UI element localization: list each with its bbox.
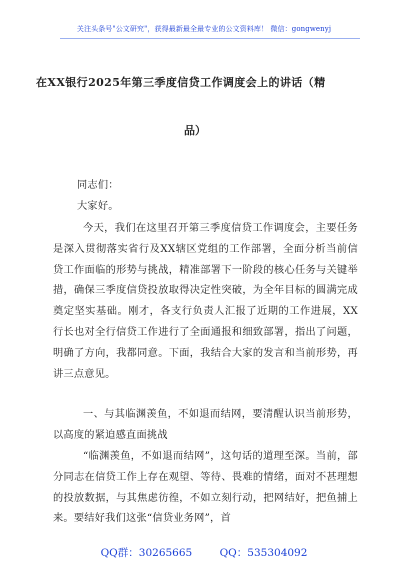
header-banner: 关注头条号"公文研究"，获得最新最全最专业的公文资料库！ 微信：gongwenyj xyxy=(76,25,332,33)
greeting: 同志们： xyxy=(77,180,119,191)
header-divider xyxy=(60,38,360,39)
hello-line: 大家好。 xyxy=(77,201,119,212)
footer-qq-group: QQ群：30265665 xyxy=(100,547,193,559)
paragraph-intro: 今天，我们在这里召开第三季度信贷工作调度会，主要任务是深入贯彻落实省行及XX辖区党组的工作部署，全面分析当前信贷工作面临的形势与挑战，精准部署下一阶段的核心任务与关键举措，确保三季度信贷投放取得决定性突破，为全年目标的圆满完成奠定坚实基础。刚才，各支行负责人汇报了近期的工作进展，XX行长也对全行信贷工作进行了全面通报和细致部署，指出了问题，明确了方向，我都同意。下面，我结合大家的发言和当前形势，再讲三点意见。 xyxy=(53,223,358,380)
section-heading-1: 一、与其临渊羡鱼，不如退而结网，要清醒认识当前形势，以高度的紧迫感直面挑战 xyxy=(53,409,358,441)
footer-qq: QQ：535304092 xyxy=(219,547,308,559)
paragraph-section-1: “临渊羡鱼，不如退而结网”，这句话的道理至深。当前，部分同志在信贷工作上存在观望、等待、畏难的情绪，面对不甚理想的投放数据，与其焦虑彷徨，不如立刻行动，把网结好，把鱼捕上来。要结好我们这张“信贷业务网”，首 xyxy=(53,451,358,525)
footer xyxy=(0,545,408,560)
document-title: 在XX银行2025年第三季度信贷工作调度会上的讲话（精 xyxy=(36,76,326,89)
document-title-continued: 品） xyxy=(184,124,206,137)
